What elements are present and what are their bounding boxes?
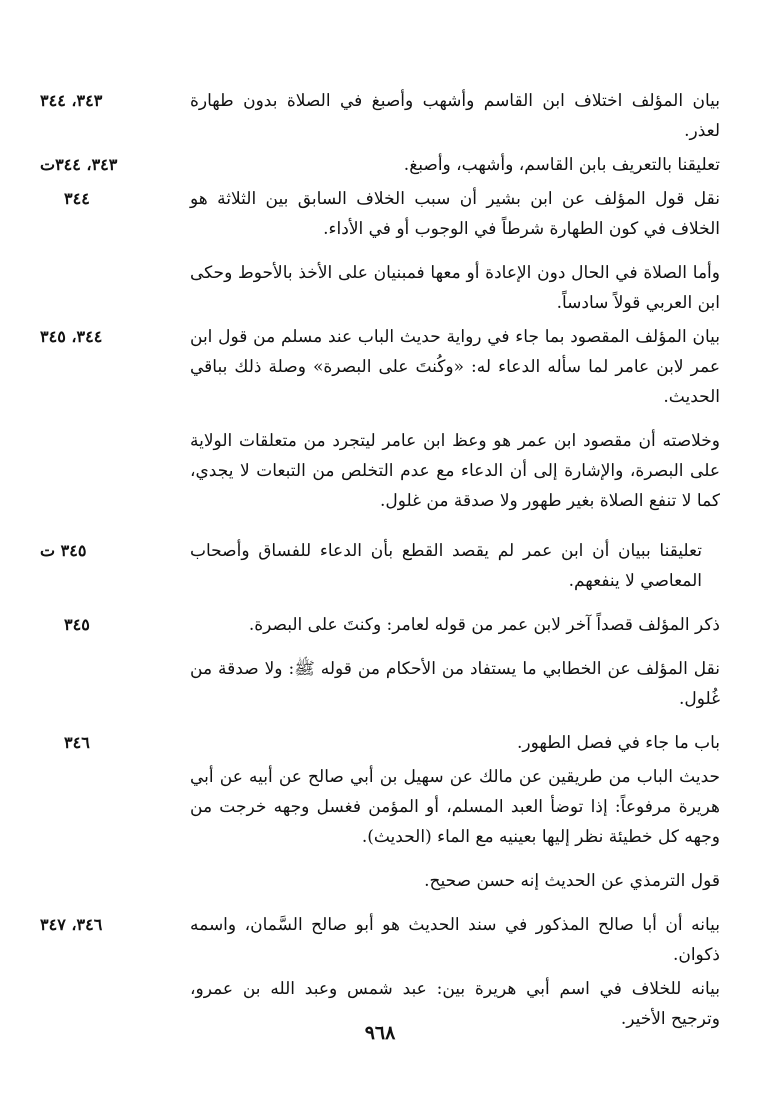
entry-text: بيانه أن أبا صالح المذكور في سند الحديث هو أبو صالح السَّمان، واسمه ذكوان. [190, 915, 720, 965]
entry-text: بيان المؤلف اختلاف ابن القاسم وأشهب وأصبغ في الصلاة بدون طهارة لعذر. [190, 91, 720, 141]
page-number: ٩٦٨ [364, 1022, 396, 1044]
page-references: ٣٤٥ ت [40, 541, 87, 560]
entry-text: نقل قول المؤلف عن ابن بشير أن سبب الخلاف السابق بين الثلاثة هو الخلاف في كون الطهارة شرطاً في الوجوب أو في الأداء. [190, 189, 720, 239]
index-entry [40, 322, 720, 412]
page-references: ٣٤٣، ٣٤٤ت [40, 155, 118, 174]
entry-text: نقل المؤلف عن الخطابي ما يستفاد من الأحكام من قوله ﷺ: ولا صدقة من غُلول. [190, 659, 720, 709]
page-references: ٣٤٦ [64, 733, 90, 752]
index-entry [40, 762, 720, 852]
entry-text: ذكر المؤلف قصداً آخر لابن عمر من قوله لعامر: وكنتَ على البصرة. [248, 615, 720, 635]
index-entry [40, 610, 720, 640]
entry-text: تعليقنا بالتعريف بابن القاسم، وأشهب، وأصبغ. [403, 155, 720, 175]
index-entry [40, 728, 720, 758]
index-entry [40, 184, 720, 244]
entry-text: باب ما جاء في فصل الطهور. [516, 733, 720, 753]
index-entry [40, 866, 720, 896]
index-entry [40, 654, 720, 714]
page-references: ٣٤٦، ٣٤٧ [40, 915, 103, 934]
index-entry [40, 150, 720, 180]
page-references: ٣٤٤ [64, 189, 90, 208]
index-entry [40, 536, 720, 596]
page-references: ٣٤٣، ٣٤٤ [40, 91, 103, 110]
entry-text: قول الترمذي عن الحديث إنه حسن صحيح. [424, 871, 720, 891]
entry-text: حديث الباب من طريقين عن مالك عن سهيل بن أبي صالح عن أبيه عن أبي هريرة مرفوعاً: إذا توضأ العبد المسلم، أو المؤمن فغسل وجهه خرجت من وجهه كل خطيئة نظر إليها بعينيه مع الماء (الحديث). [190, 767, 720, 847]
entry-text: وخلاصته أن مقصود ابن عمر هو وعظ ابن عامر ليتجرد من متعلقات الولاية على البصرة، والإشارة إلى أن الدعاء مع عدم التخلص من التبعات لا يجدي، كما لا تنفع الصلاة بغير طهور ولا صدقة من غلول. [190, 431, 720, 511]
index-entry [40, 86, 720, 146]
index-entries [40, 86, 720, 1034]
index-entry [40, 426, 720, 516]
page-references: ٣٤٤، ٣٤٥ [40, 327, 103, 346]
entry-text: بيان المؤلف المقصود بما جاء في رواية حديث الباب عند مسلم من قول ابن عمر لابن عامر لما سأله الدعاء له: «وكُنتَ على البصرة» وصلة ذلك بباقي الحديث. [190, 327, 720, 407]
page-references: ٣٤٥ [64, 615, 90, 634]
index-entry [40, 258, 720, 318]
entry-text: تعليقنا ببيان أن ابن عمر لم يقصد القطع بأن الدعاء للفساق وأصحاب المعاصي لا ينفعهم. [190, 541, 702, 591]
entry-text: بيانه للخلاف في اسم أبي هريرة بين: عبد شمس وعبد الله بن عمرو، وترجيح الأخير. [190, 979, 720, 1029]
entry-text: وأما الصلاة في الحال دون الإعادة أو معها فمبنيان على الأخذ بالأحوط وحكى ابن العربي قولاً سادساً. [190, 263, 720, 313]
index-entry [40, 910, 720, 970]
